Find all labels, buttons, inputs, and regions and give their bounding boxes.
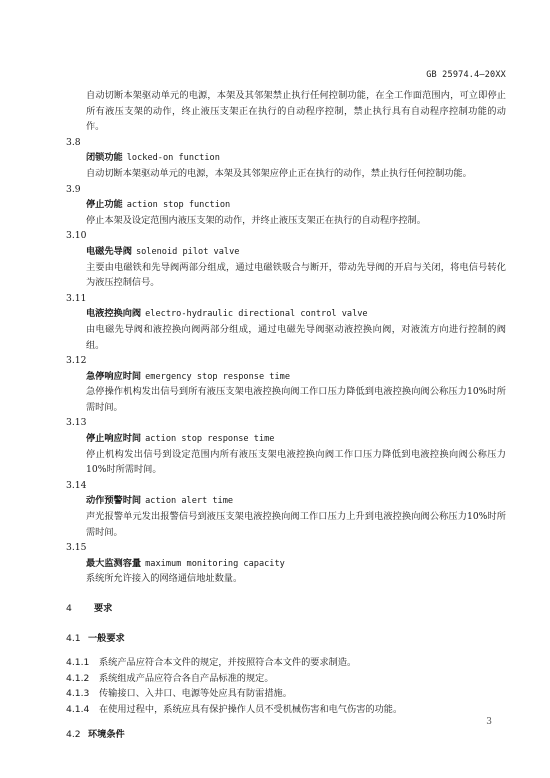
term-definition: 声光报警单元发出报警信号到液压支架电液控换向阀工作口压力上升到电液控换向阀公称压力10%时所需时间。 (86, 511, 506, 538)
clause-4-1-3 (66, 686, 506, 702)
term-number: 3.12 (66, 355, 87, 367)
section-4-heading (66, 601, 506, 617)
term-en: action alert time (145, 496, 234, 507)
term-en: emergency stop response time (145, 371, 290, 382)
subsection-4-1-heading (66, 631, 506, 647)
term-definition: 由电磁先导阀和液控换向阀两部分组成，通过电磁先导阀驱动液控换向阀，对液流方向进行控制的阀组。 (86, 323, 506, 351)
term-zh: 停止功能 (86, 199, 123, 211)
subsection-title: 一般要求 (88, 633, 125, 644)
term-number: 3.9 (66, 183, 81, 195)
clause-text: 传输接口、入井口、电源等处应具有防雷措施。 (99, 688, 292, 700)
term-3-10 (66, 228, 506, 290)
term-3-15 (66, 540, 506, 587)
section-number: 4 (66, 603, 72, 614)
term-number: 3.8 (66, 136, 81, 148)
term-zh: 急停响应时间 (86, 370, 142, 382)
document-body (66, 88, 506, 743)
clause-text: 系统组成产品应符合各自产品标准的规定。 (99, 672, 274, 684)
clause-text: 在使用过程中，系统应具有保护操作人员不受机械伤害和电气伤害的功能。 (99, 703, 403, 715)
term-definition: 停止机构发出信号到设定范围内所有液压支架电液控换向阀工作口压力降低到电液控换向阀公称压力10%时所需时间。 (86, 448, 506, 476)
term-3-12 (66, 353, 506, 415)
term-zh: 停止响应时间 (86, 433, 142, 445)
page-number: 3 (486, 717, 492, 727)
term-en: action stop response time (145, 434, 275, 445)
term-en: action stop function (126, 200, 231, 211)
term-number: 3.13 (66, 417, 87, 429)
term-3-14 (66, 478, 506, 540)
term-zh: 电磁先导阀 (86, 245, 132, 257)
term-zh: 动作预警时间 (86, 495, 142, 507)
term-definition: 系统所允许接入的网络通信地址数量。 (86, 573, 243, 585)
term-3-9 (66, 182, 506, 229)
term-zh: 电液控换向阀 (86, 308, 142, 320)
term-number: 3.11 (66, 292, 87, 304)
term-en: solenoid pilot valve (135, 246, 240, 257)
subsection-number: 4.2 (66, 729, 81, 741)
term-zh: 闭锁功能 (86, 152, 123, 164)
term-en: locked-on function (126, 153, 220, 164)
clause-number: 4.1.3 (66, 688, 90, 700)
term-zh: 最大监测容量 (86, 557, 142, 569)
term-3-13 (66, 415, 506, 477)
standard-number: GB 25974.4—20XX (426, 70, 506, 80)
clause-4-1-2 (66, 671, 506, 687)
term-number: 3.14 (66, 479, 87, 491)
subsection-title: 环境条件 (88, 729, 125, 741)
clause-text: 系统产品应符合本文件的规定，并按照符合本文件的要求制造。 (99, 657, 357, 668)
clause-number: 4.1.1 (66, 657, 90, 668)
term-definition: 主要由电磁铁和先导阀两部分组成，通过电磁铁吸合与断开，带动先导阀的开启与关闭，将电信号转化为液压控制信号。 (86, 261, 506, 289)
term-3-11 (66, 291, 506, 353)
subsection-4-2-heading (66, 727, 506, 743)
clause-number: 4.1.4 (66, 703, 90, 715)
term-number: 3.10 (66, 230, 87, 242)
term-definition: 自动切断本架驱动单元的电源，本架及其邻架应停止正在执行的动作，禁止执行任何控制功能。 (86, 167, 472, 179)
term-en: maximum monitoring capacity (145, 558, 285, 569)
term-en: electro-hydraulic directional control valve (145, 309, 368, 320)
clause-number: 4.1.2 (66, 672, 90, 684)
section-title: 要求 (94, 603, 113, 614)
term-definition: 停止本架及设定范围内液压支架的动作，并终止液压支架正在执行的自动程序控制。 (86, 214, 426, 226)
term-3-8 (66, 135, 506, 182)
subsection-number: 4.1 (66, 633, 81, 644)
clause-4-1-1 (66, 655, 506, 671)
intro-paragraph: 自动切断本架驱动单元的电源，本架及其邻架禁止执行任何控制功能，在全工作面范围内，可立即停止所有液压支架的动作，终止液压支架正在执行的自动程序控制，禁止执行具有自动程序控制功能的动作。 (86, 90, 506, 133)
term-number: 3.15 (66, 542, 87, 554)
term-definition: 急停操作机构发出信号到所有液压支架电液控换向阀工作口压力降低到电液控换向阀公称压力10%时所需时间。 (86, 386, 506, 413)
clause-4-1-4 (66, 702, 506, 718)
